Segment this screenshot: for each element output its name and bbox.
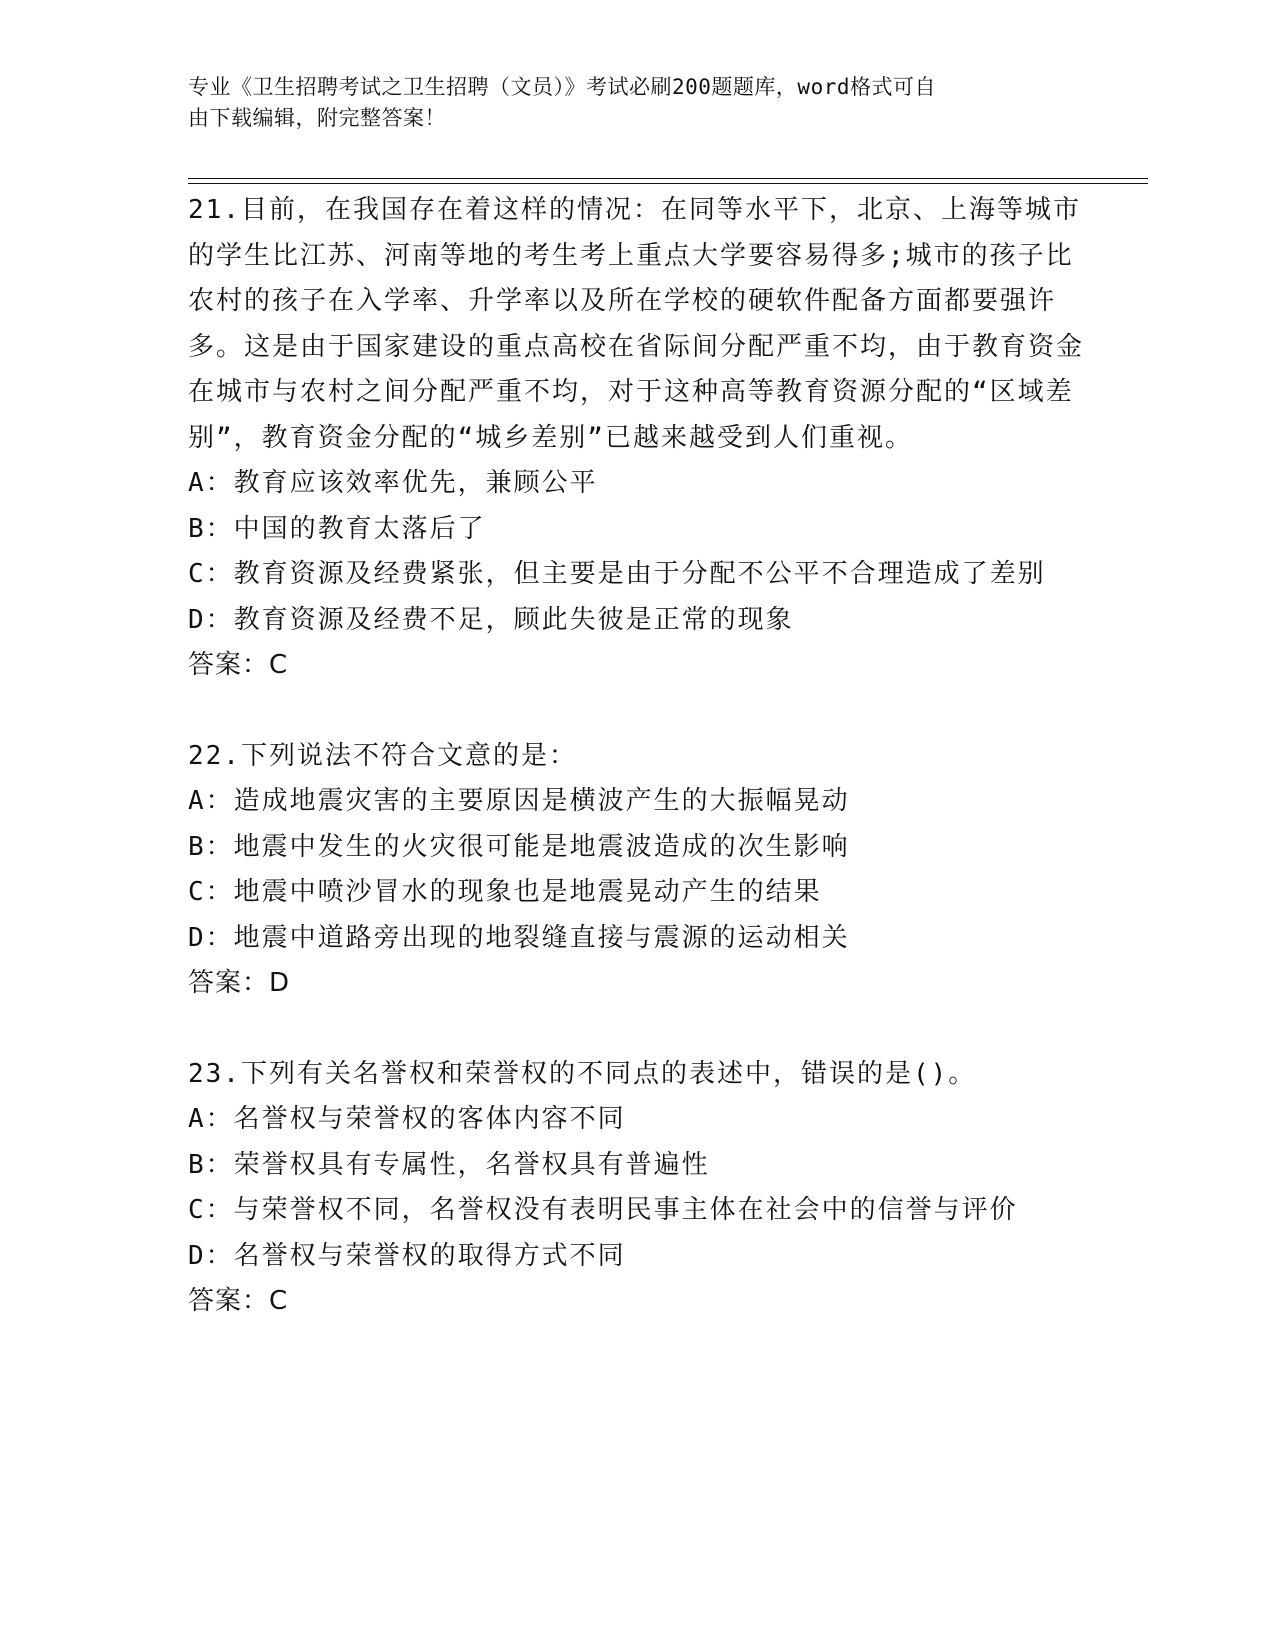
header-line-1: 专业《卫生招聘考试之卫生招聘（文员）》考试必刷200题题库，word格式可自 [188,75,936,99]
question-23 [188,1052,1088,1325]
question-22 [188,734,1088,1007]
option-a: A：教育应该效率优先，兼顾公平 [188,468,598,498]
question-list [188,188,1088,1325]
question-stem: 21.目前，在我国存在着这样的情况：在同等水平下，北京、上海等城市的学生比江苏、河南等地的考生考上重点大学要容易得多;城市的孩子比农村的孩子在入学率、升学率以及所在学校的硬软件配备方面都要强许多。这是由于国家建设的重点高校在省际间分配严重不均，由于教育资金在城市与农村之间分配严重不均，对于这种高等教育资源分配的“区域差别”，教育资金分配的“城乡差别”已越来越受到人们重视。 [188,195,1085,453]
option-a: A：造成地震灾害的主要原因是横波产生的大振幅晃动 [188,786,850,816]
question-spacer [188,1007,1088,1052]
question-stem: 22.下列说法不符合文意的是： [188,740,577,771]
question-stem: 23.下列有关名誉权和荣誉权的不同点的表述中，错误的是()。 [188,1058,977,1089]
question-21 [188,188,1088,689]
option-b: B：地震中发生的火灾很可能是地震波造成的次生影响 [188,831,850,862]
document-header [188,72,1068,134]
option-b: B：中国的教育太落后了 [188,513,486,544]
answer-line: 答案：D [188,968,291,998]
answer-line: 答案：C [188,650,289,680]
header-line-2: 由下载编辑，附完整答案！ [188,106,446,130]
option-c: C：与荣誉权不同，名誉权没有表明民事主体在社会中的信誉与评价 [188,1195,1018,1225]
option-d: D：教育资源及经费不足，顾此失彼是正常的现象 [188,604,794,635]
answer-line: 答案：C [188,1286,289,1316]
option-a: A：名誉权与荣誉权的客体内容不同 [188,1104,626,1134]
option-d: D：名誉权与荣誉权的取得方式不同 [188,1240,626,1271]
option-c: C：地震中喷沙冒水的现象也是地震晃动产生的结果 [188,877,822,907]
header-divider-bottom [188,183,1148,184]
question-spacer [188,689,1088,734]
option-b: B：荣誉权具有专属性，名誉权具有普遍性 [188,1149,710,1180]
option-c: C：教育资源及经费紧张，但主要是由于分配不公平不合理造成了差别 [188,559,1046,589]
header-divider-top [188,178,1148,179]
option-d: D：地震中道路旁出现的地裂缝直接与震源的运动相关 [188,922,850,953]
